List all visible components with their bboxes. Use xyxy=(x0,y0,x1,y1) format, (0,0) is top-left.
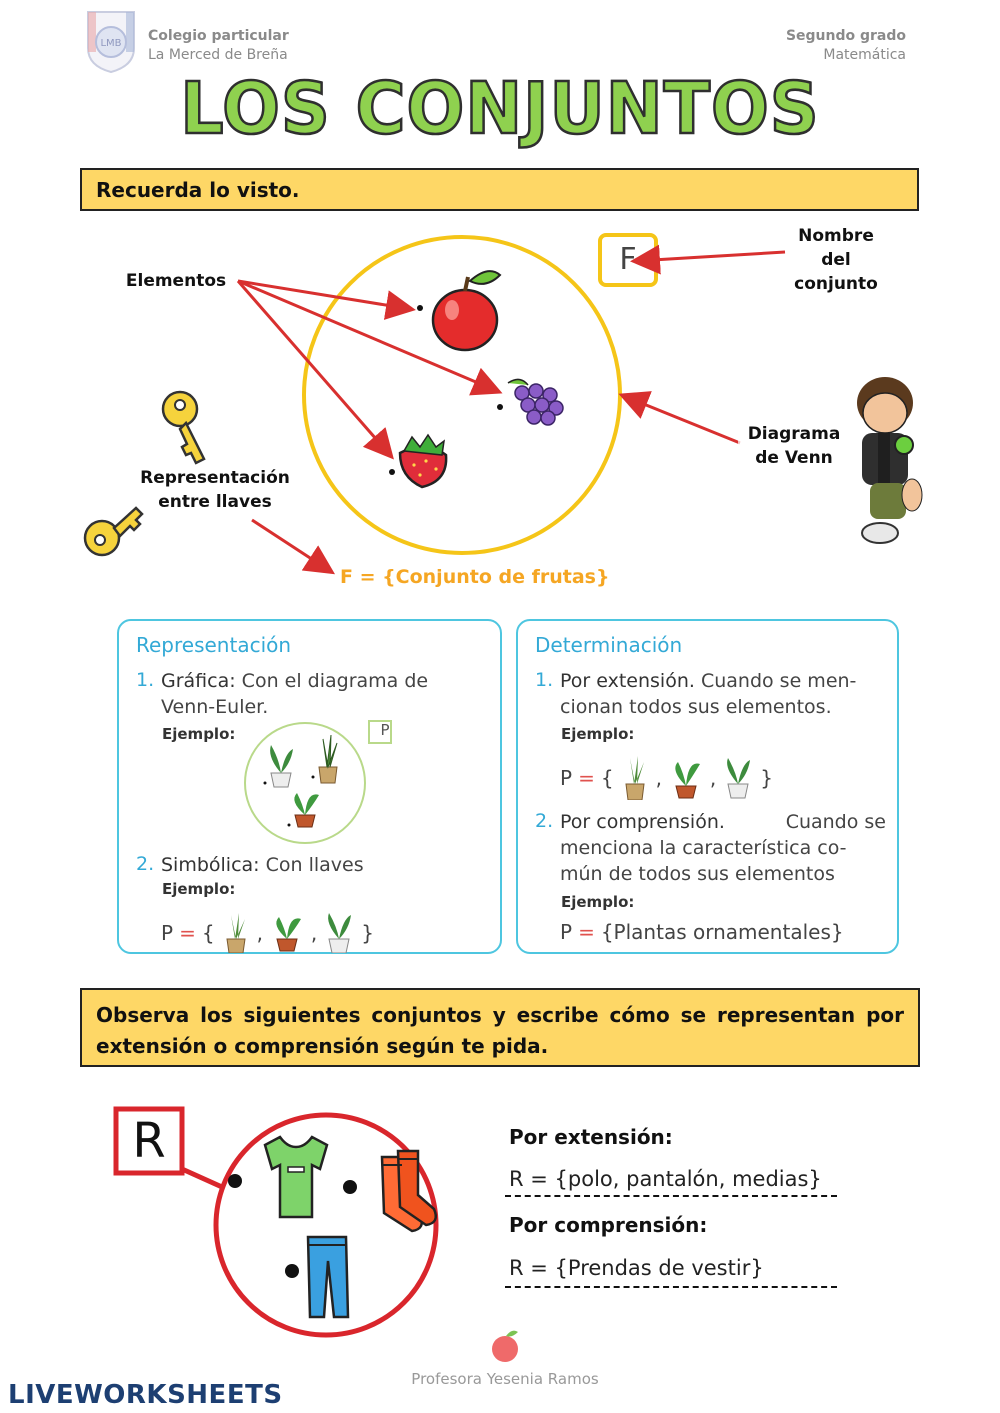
key-icon xyxy=(163,392,204,463)
det-item1-num: 1. xyxy=(535,669,554,691)
rep-item2-text xyxy=(161,852,364,878)
open-brace: { xyxy=(201,921,215,945)
label-diagrama-venn xyxy=(738,422,850,470)
formula-eq: = xyxy=(578,920,595,944)
comma: , xyxy=(256,921,263,945)
exercise-set-name: R xyxy=(132,1113,166,1169)
close-brace: } xyxy=(361,921,375,945)
comma: , xyxy=(709,766,717,790)
det-item1-line2: cionan todos sus elementos. xyxy=(560,696,832,718)
formula-eq: = xyxy=(179,921,196,945)
banner-observa: Observa los siguientes conjuntos y escribe cómo se representan por extensión o comprensión según te pida. xyxy=(80,988,920,1067)
label-representacion-llaves xyxy=(132,466,298,514)
plant-icon xyxy=(668,756,704,800)
comma: , xyxy=(655,766,662,790)
teacher-name: Profesora Yesenia Ramos xyxy=(411,1370,599,1388)
school-logo xyxy=(84,8,138,74)
page-title: LOS CONJUNTOS xyxy=(180,68,820,151)
label-nombre-line3: conjunto xyxy=(794,274,878,294)
formula-eq: = xyxy=(578,766,595,790)
det-item1-line1: Cuando se men- xyxy=(694,670,857,692)
label-venn-line1: Diagrama xyxy=(747,424,841,444)
det-example1-label: Ejemplo: xyxy=(561,725,635,743)
det-item2-num: 2. xyxy=(535,810,554,832)
school-line2: La Merced de Breña xyxy=(148,47,288,63)
plant-icon xyxy=(722,756,754,800)
plant-icon xyxy=(323,913,355,953)
representacion-box xyxy=(117,619,502,954)
plant-icon xyxy=(269,913,305,953)
label-llaves-line1: Representación xyxy=(140,468,290,488)
label-nombre-conjunto xyxy=(770,224,902,296)
label-nombre-line1: Nombre xyxy=(798,226,874,246)
det-item2-line1: Cuando se xyxy=(785,811,886,833)
rep-item2-desc: Con llaves xyxy=(259,854,364,876)
det-item2-line2: menciona la característica co- xyxy=(560,837,847,859)
comprension-label: Por comprensión: xyxy=(509,1213,708,1237)
school-line1: Colegio particular xyxy=(148,28,289,44)
det-item1-text xyxy=(560,668,886,720)
plant-icon xyxy=(319,735,337,783)
det-formula2 xyxy=(560,920,844,944)
banner-recuerda: Recuerda lo visto. xyxy=(80,168,919,211)
apple-icon xyxy=(490,1328,520,1364)
rep-item1-num: 1. xyxy=(136,669,155,691)
school-name xyxy=(148,27,289,65)
braces-formula-f: F = {Conjunto de frutas} xyxy=(340,566,610,588)
apple-icon xyxy=(433,271,500,350)
rep-example1-label: Ejemplo: xyxy=(162,725,236,743)
determinacion-box xyxy=(516,619,899,954)
rep-example2-label: Ejemplo: xyxy=(162,880,236,898)
rep-item1-line2: Venn-Euler. xyxy=(161,696,269,718)
label-elementos: Elementos xyxy=(125,271,227,291)
extension-label: Por extensión: xyxy=(509,1125,673,1149)
representacion-heading: Representación xyxy=(136,633,292,657)
det-example2-label: Ejemplo: xyxy=(561,893,635,911)
label-venn-line2: de Venn xyxy=(755,448,833,468)
plants-set-tag: P xyxy=(380,721,390,739)
tshirt-icon xyxy=(265,1137,327,1217)
plant-icon xyxy=(294,793,319,827)
liveworksheets-logo[interactable]: LIVEWORKSHEETS xyxy=(8,1380,283,1410)
jeans-icon xyxy=(308,1237,348,1317)
boy-character xyxy=(857,377,922,543)
comma: , xyxy=(310,921,318,945)
formula-p: P xyxy=(560,920,573,944)
label-llaves-line2: entre llaves xyxy=(158,492,272,512)
determinacion-heading: Determinación xyxy=(535,633,683,657)
socks-icon xyxy=(382,1151,436,1231)
rep-item2-term: Simbólica: xyxy=(161,854,260,876)
close-brace: } xyxy=(760,766,774,790)
rep-item2-num: 2. xyxy=(136,853,155,875)
rep-item1-text xyxy=(161,668,481,720)
plant-icon xyxy=(270,745,293,787)
open-brace: { xyxy=(600,766,614,790)
extension-answer[interactable]: R = {polo, pantalón, medias} xyxy=(505,1167,837,1197)
label-nombre-line2: del xyxy=(821,250,851,270)
formula2-rest: {Plantas ornamentales} xyxy=(600,920,844,944)
plant-icon xyxy=(620,756,650,800)
det-formula1 xyxy=(560,755,773,801)
det-item2-line3: mún de todos sus elementos xyxy=(560,863,835,885)
formula-p: P xyxy=(161,921,174,945)
plant-icon xyxy=(221,913,251,953)
venn-circle xyxy=(304,237,620,553)
rep-item1-line1: Con el diagrama de xyxy=(235,670,429,692)
grapes-icon xyxy=(508,379,563,425)
rep-item1-term: Gráfica: xyxy=(161,670,236,692)
formula-p: P xyxy=(560,766,573,790)
grade-line1: Segundo grado xyxy=(785,28,906,44)
rep-formula xyxy=(161,913,374,953)
grade-line2: Matemática xyxy=(823,47,906,63)
key-icon xyxy=(85,508,142,555)
set-name-f: F xyxy=(619,242,637,277)
det-item2-term: Por comprensión. xyxy=(560,811,725,833)
grade-info xyxy=(786,27,906,65)
logo-text: LMB xyxy=(100,38,122,49)
comprension-answer[interactable]: R = {Prendas de vestir} xyxy=(505,1256,837,1288)
det-item2-text xyxy=(560,809,886,887)
strawberry-icon xyxy=(400,435,446,487)
det-item1-term: Por extensión. xyxy=(560,670,695,692)
